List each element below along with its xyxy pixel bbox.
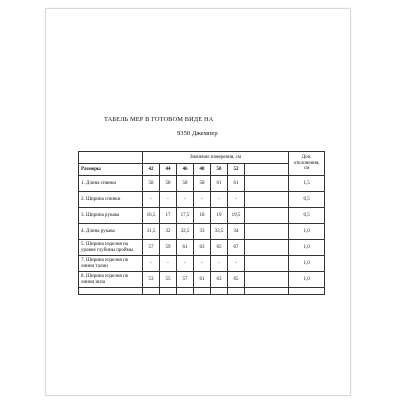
document-subtitle: 9350 Джемпер	[177, 130, 218, 137]
table-cell-empty	[177, 288, 194, 295]
size-header: 50	[211, 164, 228, 176]
table-cell: -	[211, 256, 228, 272]
table-cell: 67	[228, 240, 245, 256]
table-cell: -	[177, 192, 194, 208]
table-cell-empty	[245, 192, 289, 208]
table-cell: 59	[160, 240, 177, 256]
deviation-cell: 1,0	[289, 240, 325, 256]
table-cell: 61	[211, 176, 228, 192]
row-label: 8. Ширина изделия по линии низа	[79, 272, 143, 288]
table-cell: -	[143, 192, 160, 208]
table-cell: 18	[194, 208, 211, 224]
table-cell: 61	[228, 176, 245, 192]
table-cell: 53	[143, 272, 160, 288]
table-cell: 55	[160, 272, 177, 288]
table-cell: 17	[160, 208, 177, 224]
table-cell: 17,5	[177, 208, 194, 224]
table-cell-empty	[245, 272, 289, 288]
row-label: 4. Длина рукава	[79, 224, 143, 240]
table-cell: -	[160, 256, 177, 272]
size-header: 48	[194, 164, 211, 176]
table-cell: 33	[194, 224, 211, 240]
table-cell-empty	[211, 288, 228, 295]
table-cell: 61	[194, 272, 211, 288]
table-row	[79, 176, 325, 192]
deviation-cell: 1,0	[289, 256, 325, 272]
table-cell: 32	[160, 224, 177, 240]
deviation-cell: 1,5	[289, 176, 325, 192]
table-cell: 57	[177, 272, 194, 288]
size-chart-table	[78, 151, 325, 295]
sizes-header-row	[79, 164, 325, 176]
table-cell-empty	[228, 288, 245, 295]
table-cell-empty	[160, 288, 177, 295]
row-label: 5. Ширина изделия на уровне глубины проймы	[79, 240, 143, 256]
table-cell: 58	[143, 176, 160, 192]
table-header-empty	[79, 152, 143, 164]
sizes-label: Размеры	[79, 164, 143, 176]
row-label: 7. Ширина изделия по линии талии	[79, 256, 143, 272]
size-header: 46	[177, 164, 194, 176]
table-row	[79, 240, 325, 256]
table-cell: -	[228, 192, 245, 208]
table-cell: 19,5	[228, 208, 245, 224]
table-cell: 61	[177, 240, 194, 256]
table-cell-empty	[245, 224, 289, 240]
table-cell: 19	[211, 208, 228, 224]
table-header-row	[79, 152, 325, 164]
deviation-cell: 0,5	[289, 208, 325, 224]
table-cell: 58	[160, 176, 177, 192]
table-cell: 63	[194, 240, 211, 256]
table-row	[79, 192, 325, 208]
table-cell: -	[177, 256, 194, 272]
table-cell-empty	[143, 288, 160, 295]
deviation-cell: 0,5	[289, 192, 325, 208]
table-cell: 58	[177, 176, 194, 192]
table-cell: -	[194, 256, 211, 272]
row-label: 2. Ширина спинки	[79, 192, 143, 208]
table-row-empty	[79, 288, 325, 295]
deviation-header: Доп. отклонения, см	[289, 152, 325, 176]
row-label: 3. Ширина рукава	[79, 208, 143, 224]
measurement-group-header: Значение измерения, см	[143, 152, 289, 164]
table-row	[79, 208, 325, 224]
row-label: 1. Длина спинки	[79, 176, 143, 192]
table-cell-empty	[245, 256, 289, 272]
table-cell: 58	[194, 176, 211, 192]
size-header: 44	[160, 164, 177, 176]
table-cell: 65	[228, 272, 245, 288]
table-cell: 34	[228, 224, 245, 240]
table-cell: -	[194, 192, 211, 208]
table-cell: 57	[143, 240, 160, 256]
table-cell-empty	[79, 288, 143, 295]
table-cell: -	[160, 192, 177, 208]
table-cell-empty	[245, 208, 289, 224]
table-cell-empty	[289, 288, 325, 295]
table-cell: 65	[211, 240, 228, 256]
document-title: ТАБЕЛЬ МЕР В ГОТОВОМ ВИДЕ НА	[104, 116, 214, 123]
table-cell-empty	[194, 288, 211, 295]
table-cell-empty	[245, 288, 289, 295]
table-cell: 63	[211, 272, 228, 288]
deviation-cell: 1,0	[289, 224, 325, 240]
size-header-empty	[245, 164, 289, 176]
table-cell: 33,5	[211, 224, 228, 240]
table-cell-empty	[245, 176, 289, 192]
table-row	[79, 272, 325, 288]
table-cell: 32,5	[177, 224, 194, 240]
table-row	[79, 224, 325, 240]
table-cell: -	[211, 192, 228, 208]
deviation-cell: 1,0	[289, 272, 325, 288]
table-cell: 16,5	[143, 208, 160, 224]
table-cell: 31,5	[143, 224, 160, 240]
table-cell: -	[143, 256, 160, 272]
table-cell-empty	[245, 240, 289, 256]
size-header: 52	[228, 164, 245, 176]
size-header: 42	[143, 164, 160, 176]
table-cell: -	[228, 256, 245, 272]
table-row	[79, 256, 325, 272]
